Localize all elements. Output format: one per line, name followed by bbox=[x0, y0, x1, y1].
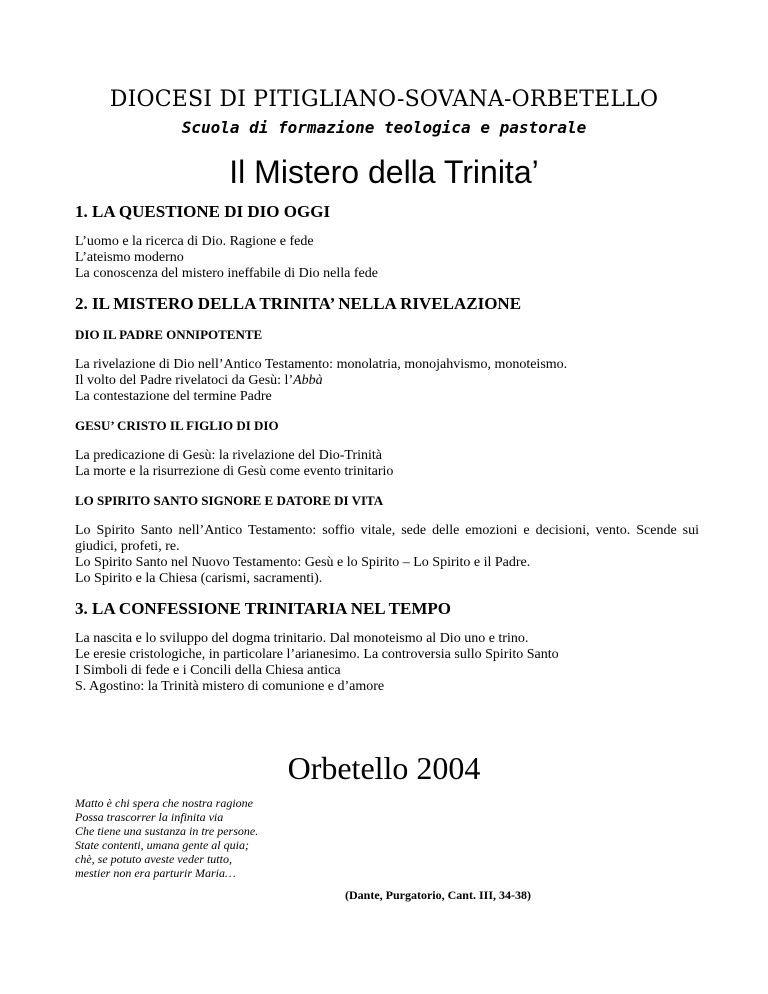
section-heading-1: 1. LA QUESTIONE DI DIO OGGI bbox=[75, 202, 331, 221]
poem-line: Che tiene una sustanza in tre persone. bbox=[75, 824, 259, 838]
section-line bbox=[75, 373, 699, 389]
subsection-figlio-lines bbox=[75, 448, 699, 480]
poem-quote bbox=[75, 796, 375, 880]
section-line: La contestazione del termine Padre bbox=[75, 389, 272, 404]
subsection-heading-figlio: GESU’ CRISTO IL FIGLIO DI DIO bbox=[75, 418, 279, 433]
poem-line: Possa trascorrer la infinita via bbox=[75, 810, 224, 824]
section-1-lines bbox=[75, 234, 699, 282]
section-line: Lo Spirito Santo nel Nuovo Testamento: Gesù e lo Spirito – Lo Spirito e il Padre. bbox=[75, 555, 531, 570]
subsection-heading-spirito: LO SPIRITO SANTO SIGNORE E DATORE DI VITA bbox=[75, 493, 384, 508]
poem-line: State contenti, umana gente al quia; bbox=[75, 838, 249, 852]
place-year: Orbetello 2004 bbox=[287, 750, 481, 786]
section-line-text: Il volto del Padre rivelatoci da Gesù: l’ bbox=[75, 373, 294, 388]
subsection-heading-padre: DIO IL PADRE ONNIPOTENTE bbox=[75, 327, 263, 342]
section-line: L’uomo e la ricerca di Dio. Ragione e fede bbox=[75, 234, 314, 249]
section-line: Lo Spirito Santo nell’Antico Testamento: soffio vitale, sede delle emozioni e decisioni, vento. Scende sui giudici, profeti, re. bbox=[75, 523, 699, 554]
section-line: Le eresie cristologiche, in particolare l’arianesimo. La controversia sullo Spirito Santo bbox=[75, 647, 559, 662]
section-line: Lo Spirito e la Chiesa (carismi, sacramenti). bbox=[75, 571, 323, 586]
section-3-lines bbox=[75, 631, 699, 695]
document-title: Il Mistero della Trinita’ bbox=[229, 154, 539, 190]
diocese-title: DIOCESI DI PITIGLIANO-SOVANA-ORBETELLO bbox=[109, 87, 659, 112]
abba-term: Abbà bbox=[293, 373, 323, 388]
section-line: L’ateismo moderno bbox=[75, 250, 184, 265]
syllabus-content bbox=[75, 202, 699, 695]
section-line: La morte e la risurrezione di Gesù come evento trinitario bbox=[75, 464, 394, 479]
poem-line: Matto è chi spera che nostra ragione bbox=[75, 796, 253, 810]
section-heading-3: 3. LA CONFESSIONE TRINITARIA NEL TEMPO bbox=[75, 599, 451, 618]
section-line: La conoscenza del mistero ineffabile di Dio nella fede bbox=[75, 266, 378, 281]
section-line: La nascita e lo sviluppo del dogma trinitario. Dal monoteismo al Dio uno e trino. bbox=[75, 631, 529, 646]
subsection-padre-lines bbox=[75, 357, 699, 405]
section-line: La predicazione di Gesù: la rivelazione del Dio-Trinità bbox=[75, 448, 382, 463]
section-line: La rivelazione di Dio nell’Antico Testamento: monolatria, monojahvismo, monoteismo. bbox=[75, 357, 568, 372]
subsection-spirito-lines bbox=[75, 523, 699, 587]
poem-citation: (Dante, Purgatorio, Cant. III, 34-38) bbox=[345, 888, 531, 902]
section-heading-2: 2. IL MISTERO DELLA TRINITA’ NELLA RIVELAZIONE bbox=[75, 294, 522, 313]
section-line: I Simboli di fede e i Concili della Chiesa antica bbox=[75, 663, 341, 678]
poem-line: chè, se potuto aveste veder tutto, bbox=[75, 852, 232, 866]
poem-line: mestier non era parturir Maria… bbox=[75, 866, 236, 880]
section-line: S. Agostino: la Trinità mistero di comunione e d’amore bbox=[75, 679, 385, 694]
school-subtitle: Scuola di formazione teologica e pastorale bbox=[181, 118, 587, 137]
